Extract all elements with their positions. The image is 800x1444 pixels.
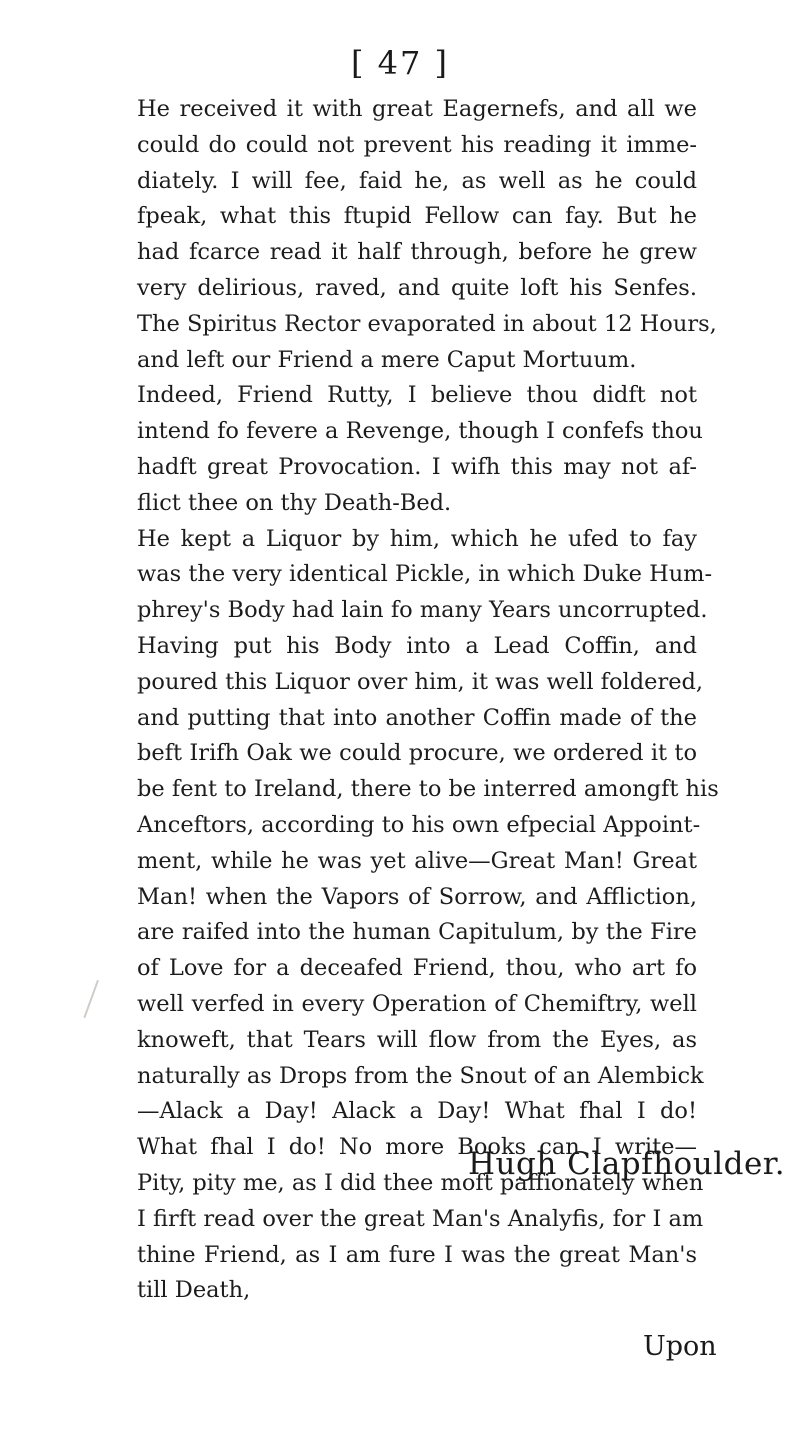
text-line: and putting that into another Coffin made of the bbox=[137, 704, 697, 731]
text-line: hadft great Provocation. I wifh this may not af- bbox=[137, 453, 697, 480]
text-line: I firft read over the great Man's Analyfis, for I am bbox=[137, 1205, 704, 1232]
text-line: Man! when the Vapors of Sorrow, and Affliction, bbox=[137, 883, 697, 910]
text-line: and left our Friend a mere Caput Mortuum. bbox=[137, 346, 637, 373]
catchword: Upon bbox=[643, 1331, 717, 1362]
margin-mark bbox=[83, 980, 104, 1020]
signature: Hugh Clapfhoulder. bbox=[468, 1146, 786, 1182]
text-line: of Love for a deceafed Friend, thou, who art fo bbox=[137, 955, 697, 982]
text-line: are raifed into the human Capitulum, by the Fire bbox=[137, 919, 697, 946]
text-line: was the very identical Pickle, in which Duke Hum- bbox=[137, 561, 713, 588]
text-line: well verfed in every Operation of Chemiftry, well bbox=[137, 990, 697, 1017]
text-line: Indeed, Friend Rutty, I believe thou didft not bbox=[137, 382, 697, 409]
text-line: ment, while he was yet alive—Great Man! Great bbox=[137, 847, 697, 874]
page-number: [ 47 ] bbox=[350, 44, 450, 82]
text-line: knoweft, that Tears will flow from the Eyes, as bbox=[137, 1026, 697, 1053]
text-line: He kept a Liquor by him, which he ufed to fay bbox=[137, 525, 697, 552]
text-line: diately. I will fee, faid he, as well as he could bbox=[137, 167, 697, 194]
text-line: fpeak, what this ftupid Fellow can fay. But he bbox=[137, 203, 697, 230]
text-line: beft Irifh Oak we could procure, we ordered it to bbox=[137, 740, 697, 767]
text-line: phrey's Body had lain fo many Years uncorrupted. bbox=[137, 597, 708, 624]
text-line: flict thee on thy Death-Bed. bbox=[137, 489, 452, 516]
text-line: be fent to Ireland, there to be interred amongft his bbox=[137, 776, 719, 803]
text-line: The Spiritus Rector evaporated in about 12 Hours, bbox=[137, 310, 717, 337]
text-line: intend fo fevere a Revenge, though I confefs thou bbox=[137, 418, 703, 445]
body-text bbox=[137, 92, 719, 1309]
text-line: could do could not prevent his reading it imme- bbox=[137, 131, 697, 158]
text-line: had fcarce read it half through, before he grew bbox=[137, 239, 697, 266]
text-line: Anceftors, according to his own efpecial Appoint- bbox=[137, 811, 701, 838]
text-line: Having put his Body into a Lead Coffin, and bbox=[137, 632, 697, 659]
text-line: poured this Liquor over him, it was well foldered, bbox=[137, 668, 704, 695]
text-line: naturally as Drops from the Snout of an Alembick bbox=[137, 1062, 704, 1089]
text-line: —Alack a Day! Alack a Day! What fhal I do! bbox=[137, 1098, 697, 1125]
text-line: What fhal I do! No more Books can I write— bbox=[137, 1134, 697, 1161]
text-line: Pity, pity me, as I did thee moft paffionately when bbox=[137, 1169, 704, 1196]
text-line: He received it with great Eagernefs, and all we bbox=[137, 96, 697, 122]
text-line: very delirious, raved, and quite loft his Senfes. bbox=[137, 274, 697, 301]
text-line: thine Friend, as I am fure I was the great Man's bbox=[137, 1241, 697, 1268]
text-line: till Death, bbox=[137, 1277, 251, 1304]
